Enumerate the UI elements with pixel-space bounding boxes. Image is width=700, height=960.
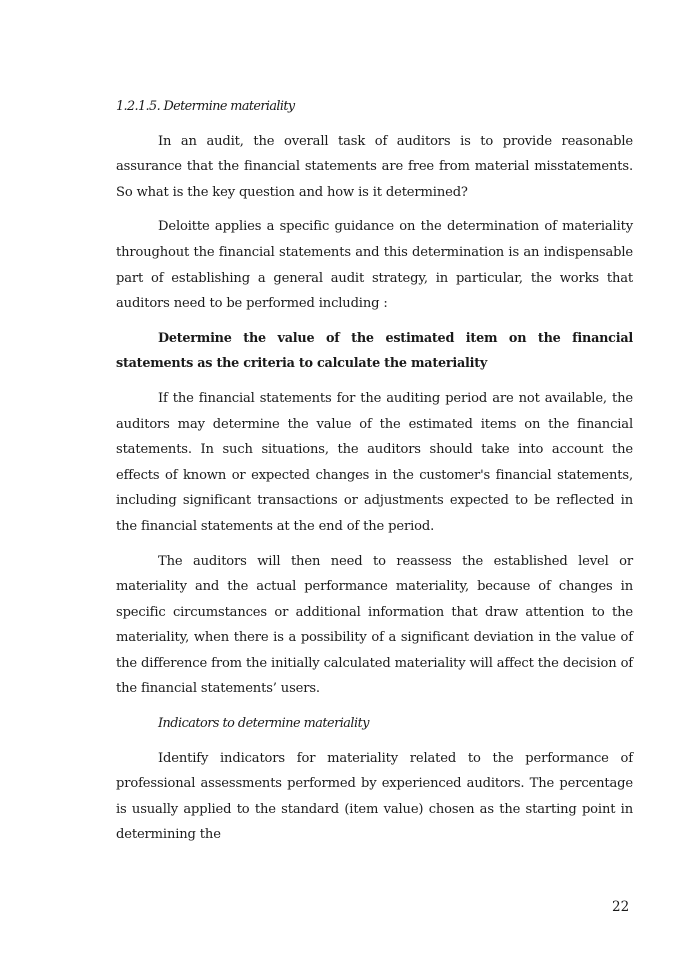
paragraph-audit-task: In an audit, the overall task of auditors is to provide reasonable assurance that the financial statements are free from material misstatements. So what is the key question and how is it determined? (116, 133, 633, 200)
section-heading: 1.2.1.5. Determine materiality (116, 99, 295, 114)
paragraph-reassess-materiality: The auditors will then need to reassess the established level or materiality and the actual performance materiality, because of changes in specific circumstances or additional information that draw attention to the materiality, when there is a possibility of a significant deviation in the value of the difference from the initially calculated materiality will affect the decision of the financial statements’ users. (116, 553, 633, 697)
paragraph-bold-criteria: Determine the value of the estimated item on the financial statements as the criteria to calculate the materiality (116, 330, 633, 372)
paragraph-financial-statements: If the financial statements for the auditing period are not available, the auditors may determine the value of the estimated items on the financial statements. In such situations, the auditors should take into account the effects of known or expected changes in the customer's financial statements, including significant transactions or adjustments expected to be reflected in the financial statements at the end of the period. (116, 390, 633, 534)
paragraph-identify-indicators: Identify indicators for materiality related to the performance of professional assessments performed by experienced auditors. The percentage is usually applied to the standard (item value) chosen as the starting point in determining the (116, 750, 633, 843)
page-number: 22 (612, 899, 630, 915)
subheading-indicators: Indicators to determine materiality (158, 716, 369, 732)
paragraph-deloitte-guidance: Deloitte applies a specific guidance on the determination of materiality throughout the financial statements and this determination is an indispensable part of establishing a general audit strategy, in particular, the works that auditors need to be performed including : (116, 219, 633, 312)
page-content (116, 94, 633, 857)
